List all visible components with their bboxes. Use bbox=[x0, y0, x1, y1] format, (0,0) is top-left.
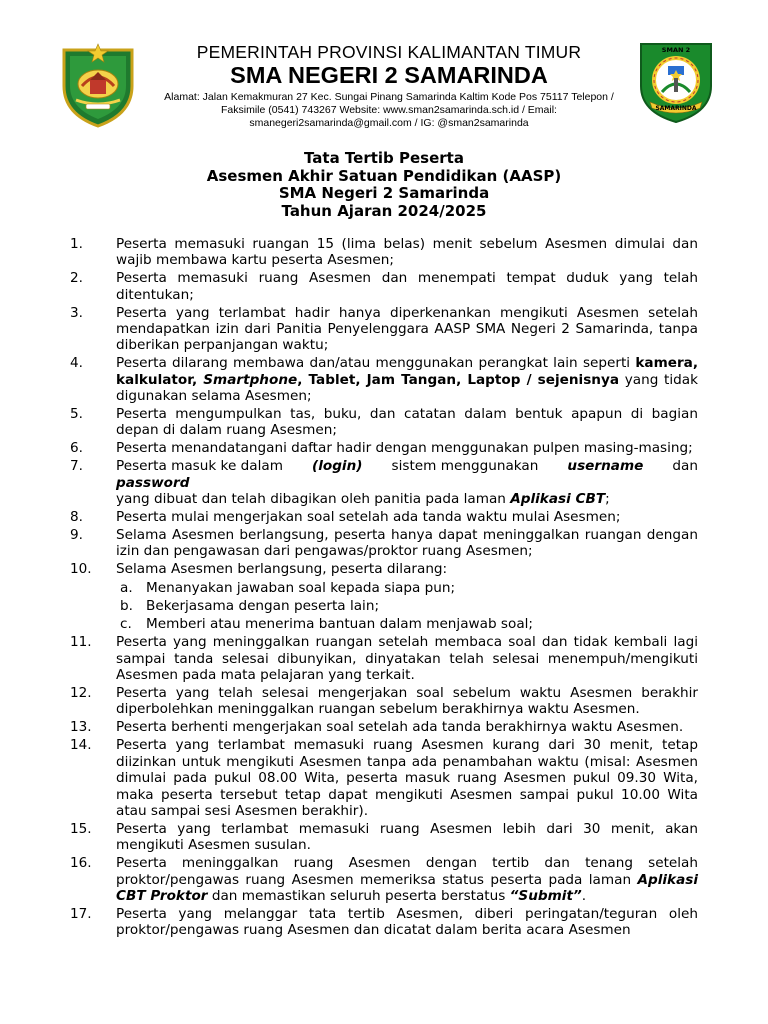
rule-item bbox=[70, 270, 698, 303]
rule-number: 11. bbox=[70, 634, 92, 651]
rule-text: Peserta meninggalkan ruang Asesmen dengan tertib dan tenang setelah proktor/pengawas ruang Asesmen memeriksa status peserta pada laman Aplikasi CBT Proktor dan memastikan seluruh peserta berstatus “Submit”. bbox=[116, 855, 698, 904]
rule-item bbox=[70, 685, 698, 718]
title-line-3: SMA Negeri 2 Samarinda bbox=[278, 184, 490, 202]
rule-item bbox=[70, 737, 698, 819]
document-title bbox=[0, 150, 768, 220]
logo-text-bottom: SAMARINDA bbox=[655, 105, 697, 112]
rule-number: 1. bbox=[70, 236, 83, 252]
rule-item bbox=[70, 821, 698, 854]
rule-text: Selama Asesmen berlangsung, peserta hanya dapat meninggalkan ruangan dengan izin dan pengawasan dari pengawas/proktor ruang Asesmen; bbox=[116, 526, 698, 560]
rule-item bbox=[70, 406, 698, 439]
school-name: SMA NEGERI 2 SAMARINDA bbox=[230, 62, 548, 88]
rule-number: 6. bbox=[70, 440, 83, 457]
rule-text: Peserta berhenti mengerjakan soal setelah ada tanda berakhirnya waktu Asesmen. bbox=[116, 719, 684, 736]
rule-item bbox=[70, 440, 698, 456]
rule-text: Peserta menandatangani daftar hadir dengan menggunakan pulpen masing-masing; bbox=[116, 440, 693, 457]
rule-item bbox=[70, 906, 698, 939]
rule-number: 15. bbox=[70, 820, 92, 837]
rule-text: Peserta yang terlambat memasuki ruang Asesmen lebih dari 30 menit, akan mengikuti Asesmen susulan. bbox=[116, 820, 698, 854]
rule-text: Peserta masuk ke dalam (login) sistem menggunakan username dan password yang dibuat dan telah dibagikan oleh panitia pada laman Aplikasi CBT; bbox=[116, 458, 698, 508]
title-line-1: Tata Tertib Peserta bbox=[304, 149, 464, 167]
rule-number: 9. bbox=[70, 526, 83, 543]
rule-item bbox=[70, 236, 698, 269]
rules-list bbox=[70, 236, 698, 940]
rule-number: 16. bbox=[70, 855, 92, 872]
sub-rule-item: c. Memberi atau menerima bantuan dalam menjawab soal; bbox=[120, 616, 534, 633]
rule-text: Peserta memasuki ruangan 15 (lima belas) menit sebelum Asesmen dimulai dan wajib membawa kartu peserta Asesmen; bbox=[116, 236, 698, 269]
rule-number: 13. bbox=[70, 719, 92, 736]
school-logo-icon bbox=[638, 40, 714, 124]
rule-text: Peserta memasuki ruang Asesmen dan menempati tempat duduk yang telah ditentukan; bbox=[116, 270, 698, 303]
rule-number: 10. bbox=[70, 561, 92, 578]
title-line-2: Asesmen Akhir Satuan Pendidikan (AASP) bbox=[206, 166, 562, 185]
rule-text: Peserta dilarang membawa dan/atau menggunakan perangkat lain seperti kamera, kalkulator, Smartphone, Tablet, Jam Tangan, Laptop / sejenisnya yang tidak digunakan selama Asesmen; bbox=[116, 355, 698, 405]
title-line-4: Tahun Ajaran 2024/2025 bbox=[281, 201, 487, 220]
rule-number: 14. bbox=[70, 737, 92, 754]
school-address: Alamat: Jalan Kemakmuran 27 Kec. Sungai Pinang Samarinda Kaltim Kode Pos 75117 Telepon / Faksimile (0541) 743267 Website: www.sman2samarinda.sch.id / Email: smanegeri2samarinda@gmail.com / IG: @sman2samarinda bbox=[164, 91, 614, 129]
government-name: PEMERINTAH PROVINSI KALIMANTAN TIMUR bbox=[196, 42, 582, 62]
rule-text: Peserta yang terlambat hadir hanya diperkenankan mengikuti Asesmen setelah mendapatkan izin dari Panitia Penyelenggara AASP SMA Negeri 2 Samarinda, tanpa diberikan perpanjangan waktu; bbox=[116, 304, 698, 354]
rule-text: Peserta yang meninggalkan ruangan setelah membaca soal dan tidak kembali lagi sampai tanda selesai dibunyikan, dinyatakan telah selesai menempuh/mengikuti Asesmen pada mata pelajaran yang terkait. bbox=[116, 634, 698, 684]
rule-item bbox=[70, 509, 698, 525]
rule-number: 8. bbox=[70, 509, 83, 525]
rule-text: Peserta yang terlambat memasuki ruang Asesmen kurang dari 30 menit, tetap diizinkan untuk mengikuti Asesmen tanpa ada penambahan waktu (misal: Asesmen dimulai pada pukul 08.00 Wita, peserta masuk ruang Asesmen pukul 09.30 Wita, maka peserta tersebut tetap dapat mengikuti Asesmen sampai pukul 10.00 Wita atau sampai sesi Asesmen berakhir). bbox=[116, 737, 698, 819]
rule-item bbox=[70, 561, 698, 633]
rule-item bbox=[70, 719, 698, 735]
rule-number: 12. bbox=[70, 685, 92, 702]
rule-number: 5. bbox=[70, 406, 83, 423]
rule-item bbox=[70, 527, 698, 560]
rule-number: 17. bbox=[70, 905, 92, 922]
rule-text: Peserta mengumpulkan tas, buku, dan catatan dalam bentuk apapun di bagian depan di dalam ruang Asesmen; bbox=[116, 406, 698, 439]
rule-item bbox=[70, 305, 698, 354]
letterhead bbox=[0, 0, 768, 140]
rule-text: Peserta mulai mengerjakan soal setelah ada tanda waktu mulai Asesmen; bbox=[116, 509, 621, 525]
rule-item bbox=[70, 855, 698, 904]
rule-number: 2. bbox=[70, 270, 83, 287]
sub-rule-item: a. Menanyakan jawaban soal kepada siapa pun; bbox=[120, 579, 456, 596]
logo-text-top: SMAN 2 bbox=[661, 46, 691, 54]
rule-item bbox=[70, 634, 698, 683]
rule-text: Peserta yang telah selesai mengerjakan soal sebelum waktu Asesmen berakhir diperbolehkan meninggalkan ruangan sebelum berakhirnya waktu Asesmen. bbox=[116, 685, 698, 718]
rule-text: Peserta yang melanggar tata tertib Asesmen, diberi peringatan/teguran oleh proktor/pengawas ruang Asesmen dan dicatat dalam berita acara Asesmen bbox=[116, 905, 698, 939]
rule-number: 4. bbox=[70, 355, 83, 372]
rule-number: 7. bbox=[70, 458, 83, 475]
rule-item bbox=[70, 458, 698, 507]
rule-text: Selama Asesmen berlangsung, peserta dilarang: bbox=[116, 561, 448, 578]
rule-number: 3. bbox=[70, 304, 83, 321]
provincial-emblem-icon bbox=[60, 42, 136, 128]
sub-rule-item: b. Bekerjasama dengan peserta lain; bbox=[120, 598, 380, 615]
rule-item bbox=[70, 355, 698, 404]
